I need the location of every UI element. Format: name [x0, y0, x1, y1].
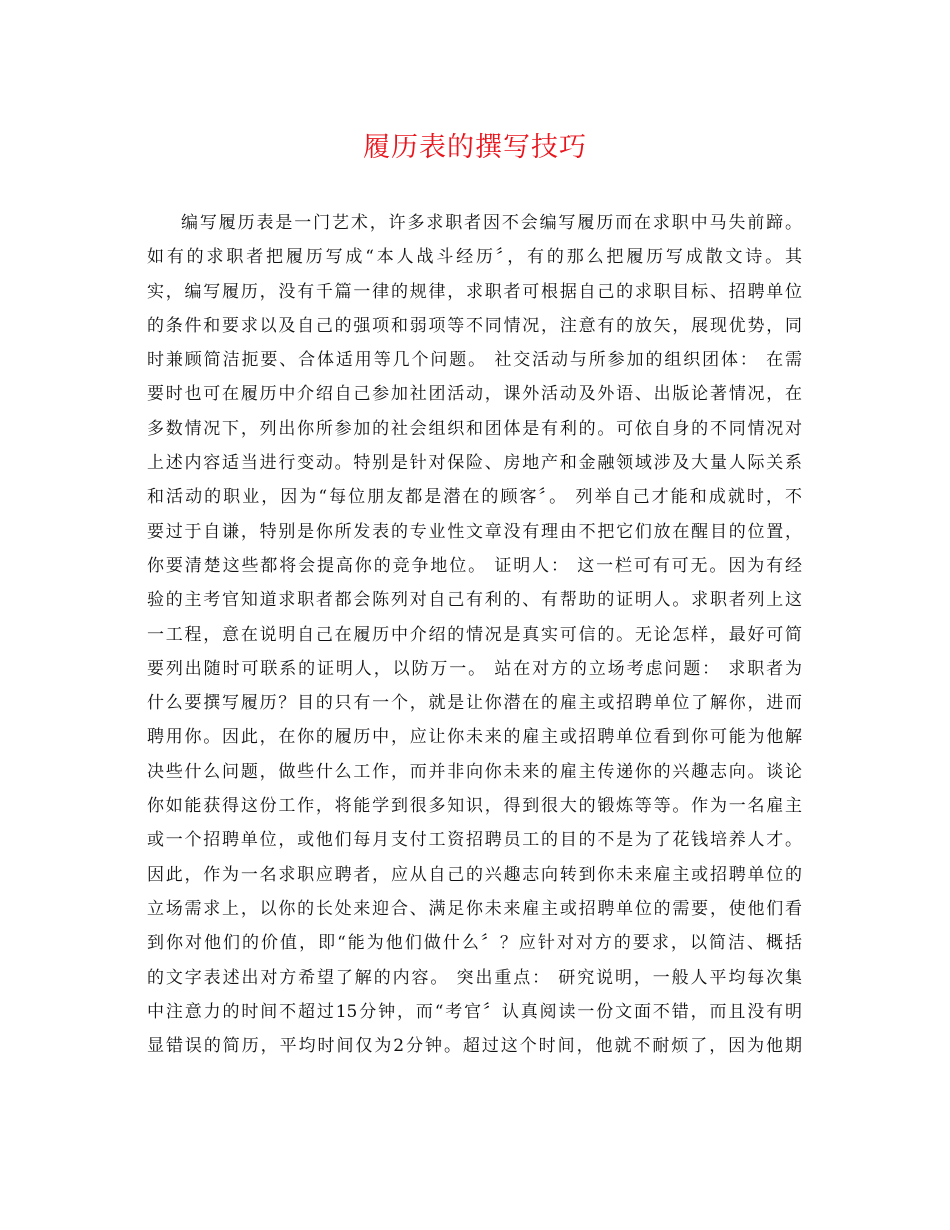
body-line: 实，编写履历，没有千篇一律的规律，求职者可根据自己的求职目标、招聘单位 [147, 281, 802, 302]
body-line: 的文字表述出对方希望了解的内容。 突出重点： 研究说明，一般人平均每次集 [147, 967, 802, 988]
body-line: 因此，作为一名求职应聘者，应从自己的兴趣志向转到你未来雇主或招聘单位的 [147, 864, 802, 885]
body-line: 要列出随时可联系的证明人，以防万一。 站在对方的立场考虑问题： 求职者为 [147, 658, 802, 679]
body-line: 如有的求职者把履历写成“本人战斗经历〞，有的那么把履历写成散文诗。其 [147, 247, 802, 268]
body-line: 立场需求上，以你的长处来迎合、满足你未来雇主或招聘单位的需要，使他们看 [147, 898, 802, 919]
body-line: 和活动的职业，因为“每位朋友都是潜在的顾客〞。 列举自己才能和成就时，不 [147, 487, 802, 508]
body-line: 显错误的简历，平均时间仅为2分钟。超过这个时间，他就不耐烦了，因为他期 [147, 1036, 802, 1057]
body-line: 你如能获得这份工作，将能学到很多知识，得到很大的锻炼等等。作为一名雇主 [147, 796, 802, 817]
body-line: 验的主考官知道求职者都会陈列对自己有利的、有帮助的证明人。求职者列上这 [147, 590, 802, 611]
body-line: 什么要撰写履历？目的只有一个，就是让你潜在的雇主或招聘单位了解你，进而 [147, 693, 802, 714]
body-line: 一工程，意在说明自己在履历中介绍的情况是真实可信的。无论怎样，最好可简 [147, 624, 802, 645]
body-line: 中注意力的时间不超过15分钟，而“考官〞认真阅读一份文面不错，而且没有明 [147, 1001, 802, 1022]
body-line: 编写履历表是一门艺术，许多求职者因不会编写履历而在求职中马失前蹄。 [181, 213, 802, 233]
body-line: 的条件和要求以及自己的强项和弱项等不同情况，注意有的放矢，展现优势，同 [147, 315, 802, 336]
body-line: 或一个招聘单位，或他们每月支付工资招聘员工的目的不是为了花钱培养人才。 [147, 830, 802, 851]
body-line: 多数情况下，列出你所参加的社会组织和团体是有利的。可依自身的不同情况对 [147, 418, 802, 439]
document-body [147, 206, 802, 1063]
body-line: 时兼顾简洁扼要、合体适用等几个问题。 社交活动与所参加的组织团体： 在需 [147, 350, 802, 371]
body-line: 决些什么问题，做些什么工作，而并非向你未来的雇主传递你的兴趣志向。谈论 [147, 761, 802, 782]
body-line: 聘用你。因此，在你的履历中，应让你未来的雇主或招聘单位看到你可能为他解 [147, 727, 802, 748]
body-line: 要过于自谦，特别是你所发表的专业性文章没有理由不把它们放在醒目的位置， [147, 521, 802, 542]
body-line: 你要清楚这些都将会提高你的竞争地位。 证明人： 这一栏可有可无。因为有经 [147, 555, 802, 576]
body-line: 到你对他们的价值，即“能为他们做什么〞？应针对对方的要求，以简洁、概括 [147, 933, 802, 954]
body-line: 要时也可在履历中介绍自己参加社团活动，课外活动及外语、出版论著情况，在 [147, 384, 802, 405]
document-title: 履历表的撰写技巧 [363, 132, 587, 163]
body-line: 上述内容适当进行变动。特别是针对保险、房地产和金融领域涉及大量人际关系 [147, 453, 802, 474]
